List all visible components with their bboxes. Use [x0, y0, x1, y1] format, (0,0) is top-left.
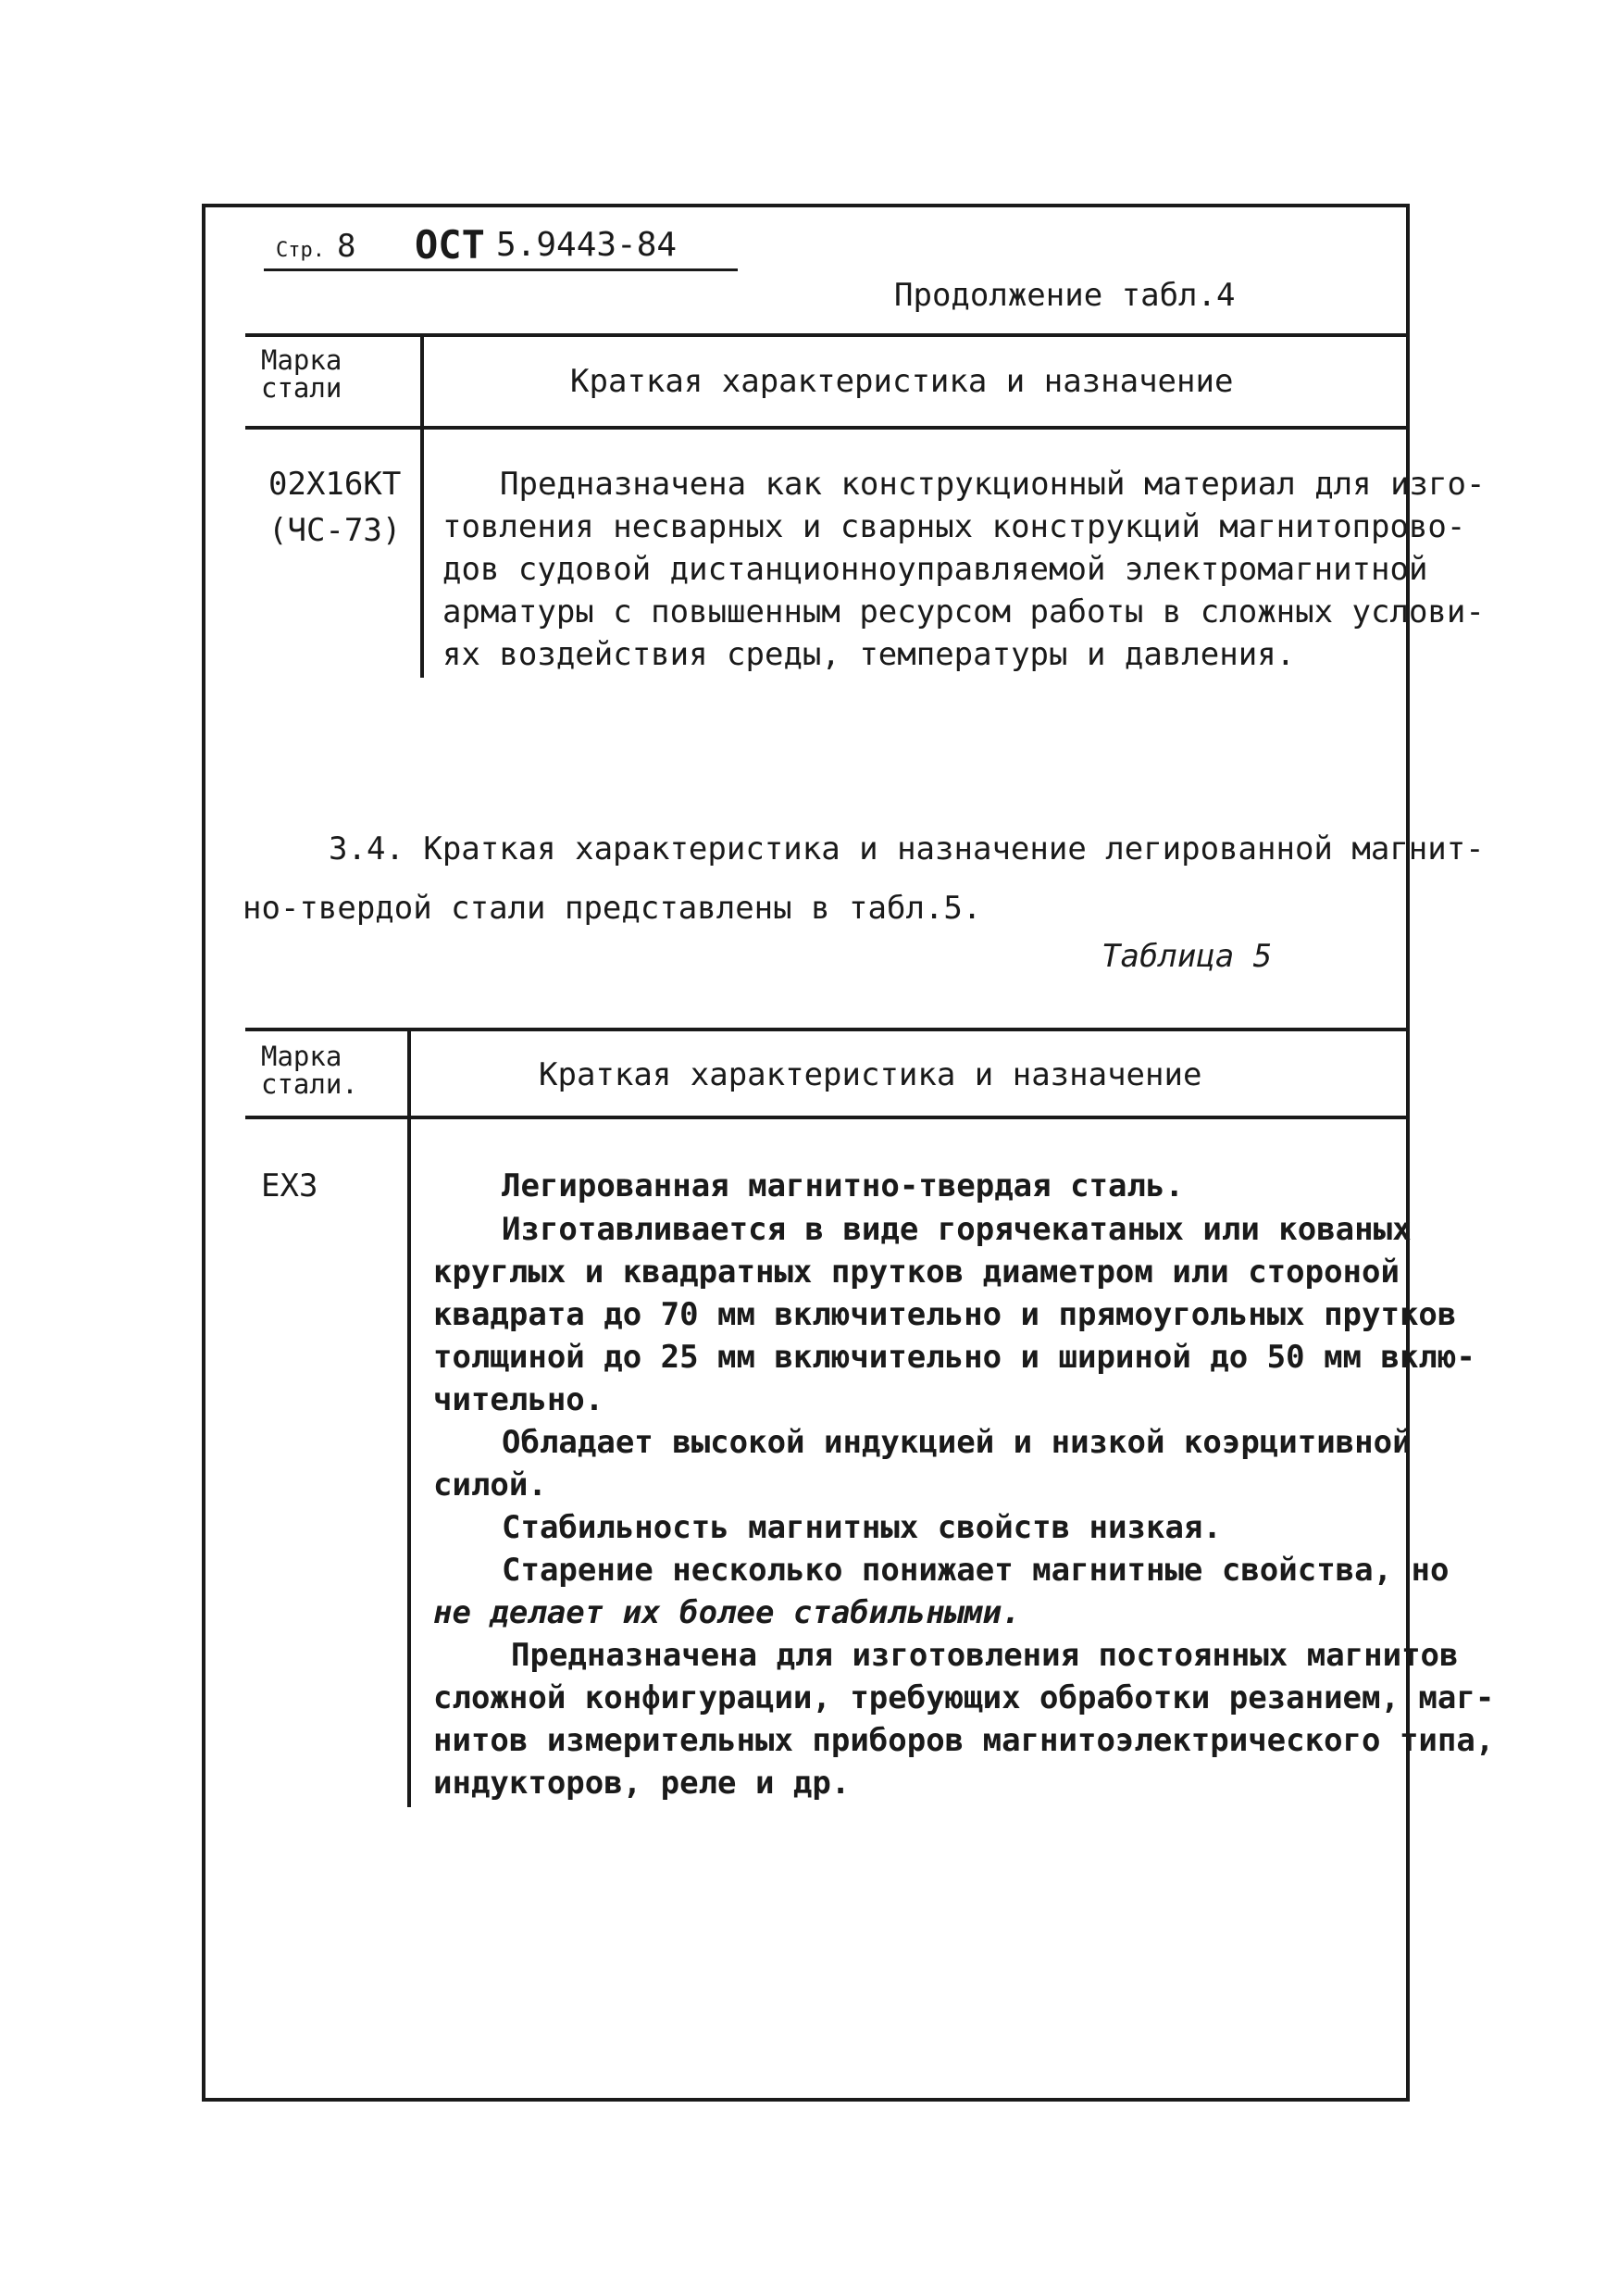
table4-grade-line2: (ЧС-73) — [268, 512, 402, 549]
table5-grade: ЕХ3 — [261, 1167, 318, 1204]
table5-top-rule — [245, 1028, 1407, 1031]
table5-header-desc: Краткая характеристика и назначение — [539, 1056, 1202, 1093]
standard-number: 5.9443-84 — [496, 226, 678, 264]
table4-desc-line: товления несварных и сварных конструкций магнитопрово- — [442, 508, 1466, 545]
table5-header-rule — [245, 1116, 1407, 1119]
page-number: 8 — [337, 228, 356, 265]
table4-desc-line: ях воздействия среды, температуры и давления. — [442, 636, 1296, 673]
table5-desc-line: Предназначена для изготовления постоянных магнитов — [511, 1637, 1459, 1674]
table5-desc-line: Легированная магнитно-твердая сталь. — [502, 1167, 1184, 1204]
standard-code: ОСТ — [415, 222, 485, 268]
table5-desc-line: нитов измерительных приборов магнитоэлектрического типа, — [433, 1722, 1495, 1759]
table5-header-grade — [261, 1042, 400, 1098]
table4-desc-line: арматуры с повышенным ресурсом работы в сложных услови- — [442, 593, 1485, 630]
table5-header-grade-line1: Марка — [261, 1041, 342, 1072]
page-prefix: Стр. — [276, 239, 325, 262]
table4-col-divider — [420, 335, 424, 678]
table4-header-grade — [261, 346, 409, 402]
table4-header-grade-line2: стали — [261, 372, 342, 404]
table5-desc-line: сложной конфигурации, требующих обработки резанием, маг- — [433, 1679, 1495, 1716]
table5-desc — [433, 1165, 1495, 1804]
table5-desc-line: силой. — [433, 1466, 547, 1504]
section-line1: 3.4. Краткая характеристика и назначение легированной магнит- — [329, 830, 1485, 867]
table4-header-rule — [245, 426, 1407, 430]
table4-header-grade-line1: Марка — [261, 344, 342, 376]
page-header — [276, 222, 743, 274]
table4-header-desc: Краткая характеристика и назначение — [570, 363, 1234, 400]
table5-desc-line: Старение несколько понижает магнитные свойства, но — [502, 1552, 1450, 1589]
table5-desc-line: не делает их более стабильными. — [433, 1594, 1021, 1631]
table5-desc-line: чительно. — [433, 1381, 604, 1418]
table5-desc-line: квадрата до 70 мм включительно и прямоугольных прутков — [433, 1296, 1457, 1333]
table5-header-grade-line2: стали. — [261, 1068, 358, 1100]
table4-row — [268, 463, 401, 552]
table5-desc-line: Изготавливается в виде горячекатаных или кованых — [502, 1211, 1412, 1248]
section-line2: но-твердой стали представлены в табл.5. — [243, 890, 982, 927]
table4-desc-line: Предназначена как конструкционный материал для изго- — [500, 466, 1486, 503]
table5-desc-line: круглых и квадратных прутков диаметром или стороной — [433, 1254, 1400, 1291]
header-underline — [264, 268, 738, 271]
table5-col-divider — [407, 1029, 411, 1807]
table5-desc-line: Стабильность магнитных свойств низкая. — [502, 1509, 1222, 1546]
table4-desc — [442, 463, 1486, 676]
table5-label: Таблица 5 — [1101, 938, 1273, 975]
table5-desc-line: индукторов, реле и др. — [433, 1765, 851, 1802]
table4-desc-line: дов судовой дистанционноуправляемой электромагнитной — [442, 551, 1428, 588]
continuation-label: Продолжение табл.4 — [894, 277, 1236, 314]
table5-desc-line: Обладает высокой индукцией и низкой коэрцитивной — [502, 1424, 1412, 1461]
table5-desc-line: толщиной до 25 мм включительно и шириной до 50 мм вклю- — [433, 1339, 1475, 1376]
table4-grade-line1: 02Х16КТ — [268, 466, 402, 503]
